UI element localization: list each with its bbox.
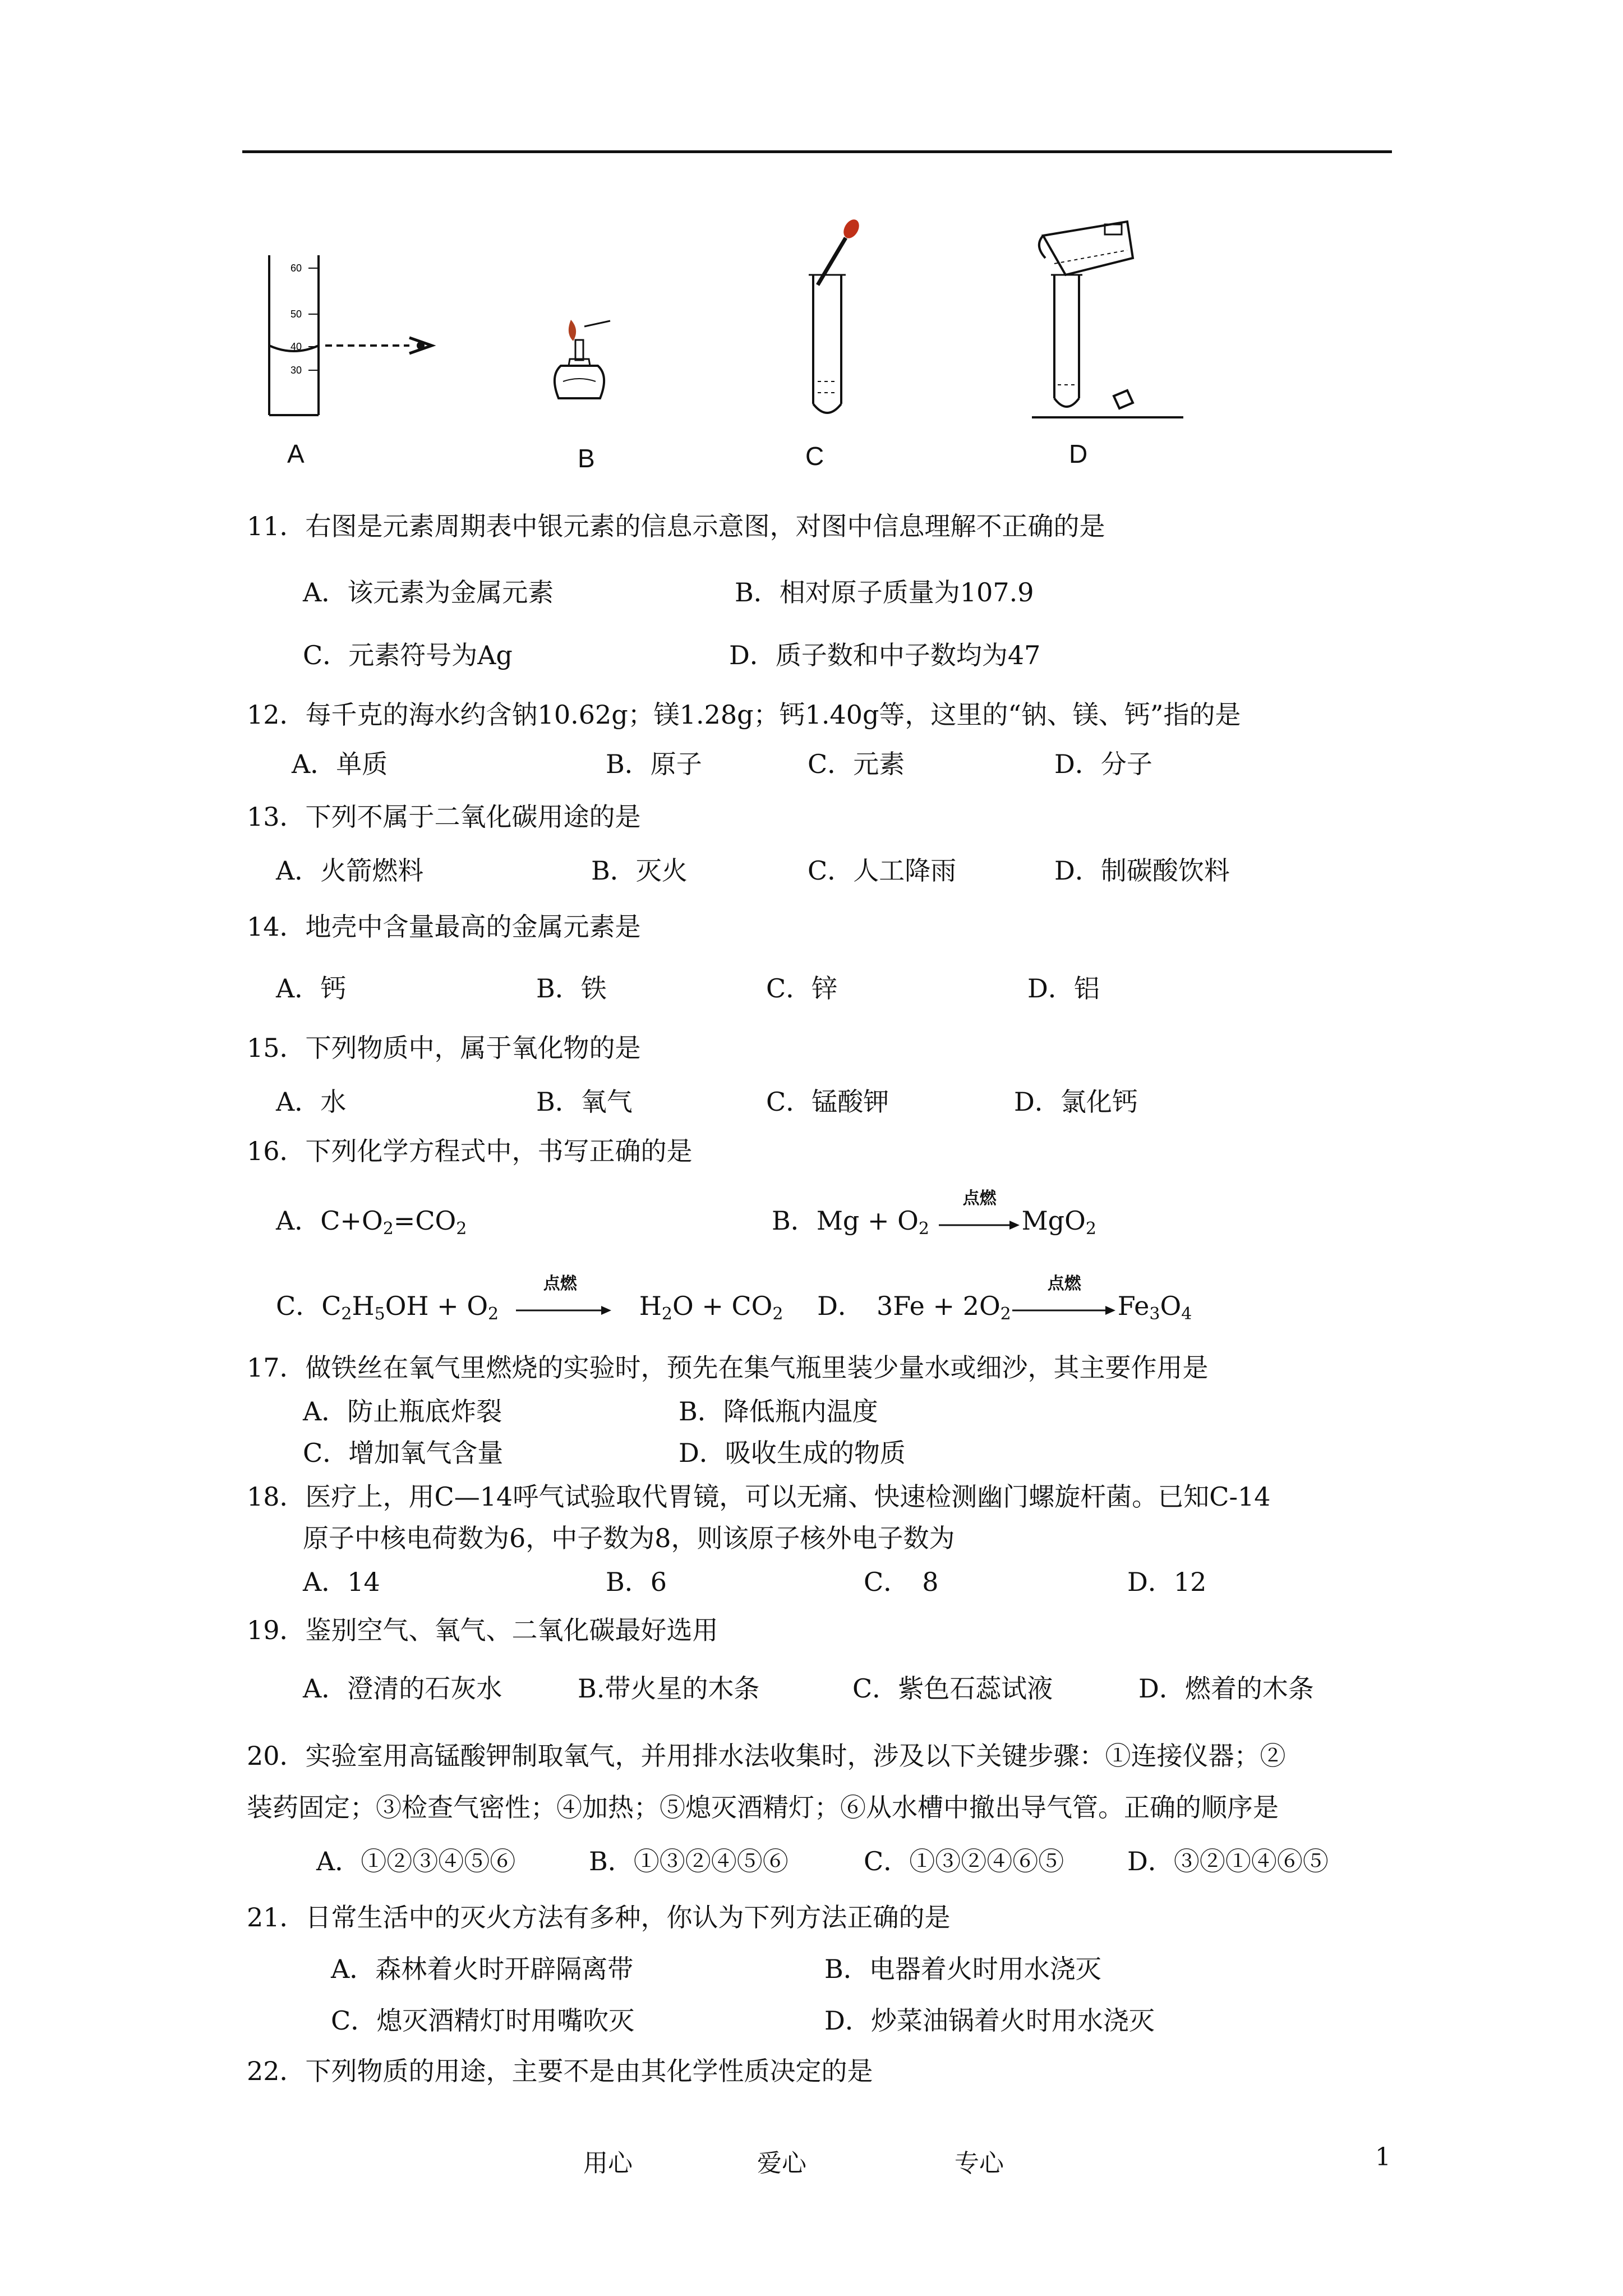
question-13-option-b: B．灭火 (591, 855, 688, 886)
page-number: 1 (1375, 2143, 1391, 2171)
figure-b-alcohol-lamp (538, 314, 639, 426)
eye-icon (409, 338, 432, 353)
question-12-option-b: B．原子 (606, 749, 702, 779)
footer-motto-3: 专心 (955, 2149, 1004, 2178)
question-15-option-c: C．锰酸钾 (766, 1087, 889, 1117)
footer-motto-2: 爱心 (757, 2149, 806, 2178)
question-13-option-a: A．火箭燃料 (276, 855, 424, 886)
option-d-letter: D． (817, 1291, 851, 1321)
question-20-option-d: D．③②①④⑥⑤ (1127, 1846, 1329, 1876)
cylinder-tick-30: 30 (291, 365, 302, 376)
footer-motto-1: 用心 (583, 2149, 633, 2178)
question-11-option-c: C．元素符号为Ag (303, 640, 513, 670)
question-19-option-d: D．燃着的木条 (1138, 1673, 1314, 1704)
equation-a: $C+O_2=CO_2$ (320, 1205, 467, 1239)
question-20-option-a: A．①②③④⑤⑥ (316, 1846, 516, 1876)
question-17-option-a: A．防止瓶底炸裂 (303, 1396, 502, 1427)
figure-label-d: D (1069, 439, 1088, 468)
cylinder-tick-40: 40 (291, 341, 302, 352)
question-14-option-a: A．钙 (276, 973, 347, 1004)
question-20-option-b: B．①③②④⑤⑥ (589, 1846, 789, 1876)
cylinder-tick-50: 50 (291, 309, 302, 320)
question-12-option-d: D．分子 (1054, 749, 1152, 779)
option-b-letter: B． (772, 1205, 817, 1236)
question-16-option-b: B．$Mg + O_2$ 点燃 MgO$_2$ (772, 1188, 1096, 1239)
figure-c-test-tube-dropper (785, 213, 886, 426)
figure-a-graduated-cylinder (258, 247, 449, 426)
question-19-option-c: C．紫色石蕊试液 (852, 1673, 1053, 1704)
question-20-option-c: C．①③②④⑥⑤ (864, 1846, 1064, 1876)
question-17-stem: 17．做铁丝在氧气里燃烧的实验时，预先在集气瓶里装少量水或细沙，其主要作用是 (247, 1352, 1209, 1383)
question-16-option-c: C．$C_2H_5OH + O_2$ 点燃 $H_2O + CO_2$ D． $3Fe + 2O_2$ 点燃 $Fe_3O_4$ (276, 1273, 1192, 1324)
question-15-option-d: D．氯化钙 (1014, 1087, 1138, 1117)
question-13-option-d: D．制碳酸饮料 (1054, 855, 1230, 886)
question-12-option-a: A．单质 (292, 749, 388, 779)
question-18-option-d: D．12 (1127, 1567, 1207, 1597)
question-21-option-a: A．森林着火时开辟隔离带 (331, 1954, 634, 1984)
arrow-label-c: 点燃 (543, 1273, 577, 1294)
option-a-letter: A． (276, 1205, 321, 1236)
question-17-option-d: D．吸收生成的物质 (679, 1438, 906, 1468)
question-22-stem: 22．下列物质的用途，主要不是由其化学性质决定的是 (247, 2056, 873, 2086)
figure-label-a: A (287, 439, 305, 468)
question-19-option-a: A．澄清的石灰水 (303, 1673, 502, 1704)
question-15-stem: 15．下列物质中，属于氧化物的是 (247, 1033, 641, 1063)
option-c-letter: C． (276, 1291, 322, 1321)
question-12-option-c: C．元素 (808, 749, 905, 779)
question-11-option-a: A．该元素为金属元素 (303, 577, 554, 608)
question-16-option-a (276, 1206, 467, 1239)
question-21-stem: 21．日常生活中的灭火方法有多种，你认为下列方法正确的是 (247, 1902, 951, 1932)
question-13-option-c: C．人工降雨 (808, 855, 957, 886)
question-20-stem-continued: 装药固定；③检查气密性；④加热；⑤熄灭酒精灯；⑥从水槽中撤出导气管。正确的顺序是 (247, 1792, 1279, 1823)
question-18-option-a: A．14 (303, 1567, 380, 1597)
question-18-option-b: B．6 (606, 1567, 667, 1597)
question-21-option-c: C．熄灭酒精灯时用嘴吹灭 (331, 2005, 635, 2036)
reaction-arrow-c (507, 1273, 614, 1323)
arrow-label-d: 点燃 (1047, 1273, 1081, 1294)
cylinder-tick-60: 60 (291, 263, 302, 274)
figure-label-c: C (805, 441, 824, 471)
question-18-option-c: C． 8 (864, 1567, 939, 1597)
question-21-option-d: D．炒菜油锅着火时用水浇灭 (824, 2005, 1155, 2036)
question-17-option-b: B．降低瓶内温度 (679, 1396, 878, 1427)
question-13-stem: 13．下列不属于二氧化碳用途的是 (247, 802, 641, 832)
question-18-stem: 18．医疗上，用C—14呼气试验取代胃镜，可以无痛、快速检测幽门螺旋杆菌。已知C-14 (247, 1481, 1271, 1512)
reaction-arrow-b (938, 1188, 1022, 1238)
question-11-option-b: B．相对原子质量为107.9 (735, 577, 1034, 608)
question-11-option-d: D．质子数和中子数均为47 (729, 640, 1041, 670)
arrow-label-b: 点燃 (962, 1188, 997, 1208)
question-18-stem-continued: 原子中核电荷数为6，中子数为8，则该原子核外电子数为 (303, 1523, 955, 1553)
question-17-option-c: C．增加氧气含量 (303, 1438, 504, 1468)
question-19-option-b: B.带火星的木条 (578, 1673, 760, 1704)
reaction-arrow-d (1011, 1273, 1118, 1323)
equation-c: $C_2H_5OH + O_2$ (321, 1291, 499, 1324)
figure-d-pouring-liquid (1021, 213, 1189, 432)
question-14-option-b: B．铁 (536, 973, 607, 1004)
question-15-option-a: A．水 (276, 1087, 347, 1117)
question-11-stem: 11．右图是元素周期表中银元素的信息示意图，对图中信息理解不正确的是 (247, 511, 1105, 541)
question-12-stem: 12．每千克的海水约含钠10.62g；镁1.28g；钙1.40g等，这里的“钠、镁、钙”指的是 (247, 700, 1241, 730)
question-19-stem: 19．鉴别空气、氧气、二氧化碳最好选用 (247, 1615, 718, 1645)
question-21-option-b: B．电器着火时用水浇灭 (824, 1954, 1101, 1984)
question-20-stem: 20．实验室用高锰酸钾制取氧气，并用排水法收集时，涉及以下关键步骤：①连接仪器；② (247, 1741, 1286, 1771)
equation-b: $Mg + O_2$ (816, 1205, 929, 1239)
question-14-option-c: C．锌 (766, 973, 838, 1004)
figure-label-b: B (578, 444, 595, 473)
question-16-stem: 16．下列化学方程式中，书写正确的是 (247, 1136, 693, 1166)
equation-d: $3Fe + 2O_2$ (851, 1291, 1011, 1324)
question-15-option-b: B．氧气 (536, 1087, 633, 1117)
question-14-option-d: D．铝 (1027, 973, 1100, 1004)
header-rule (242, 150, 1392, 153)
question-14-stem: 14．地壳中含量最高的金属元素是 (247, 912, 641, 942)
